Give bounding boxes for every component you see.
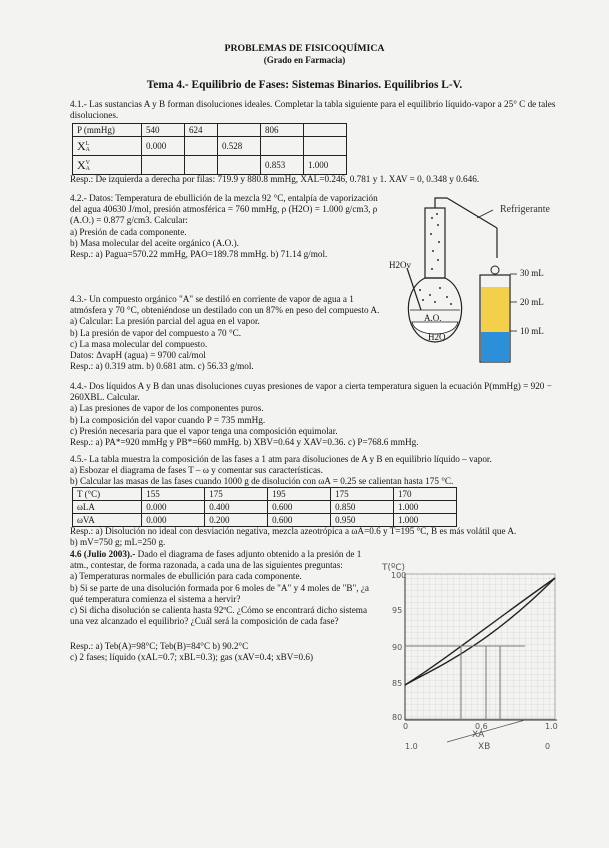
table-cell	[184, 156, 217, 175]
table-cell: 0.600	[268, 501, 331, 514]
problem-number: 4.5.-	[70, 454, 87, 464]
problem-text: Las sustancias A y B forman disoluciones ideales. Completar la tabla siguiente para el equilibrio líquido-vapor a 25° C de tales disoluciones.	[70, 99, 556, 121]
problem-answer: Resp.: a) Pagua=570.22 mmHg, PAO=189.78 mmHg. b) 71.14 g/mol.	[70, 249, 328, 260]
problem-text: Dos líquidos A y B dan unas disoluciones cuyas presiones de vapor a cierta temperatura siguen la ecuación P(mmHg) = 920 − 260XBL. Calcular.	[70, 381, 552, 403]
mark-20ml: 20 mL	[520, 297, 544, 307]
table-cell	[184, 137, 217, 156]
problem-item: a) Presión de cada componente.	[70, 226, 187, 237]
table-cell	[260, 137, 303, 156]
x-tick-0: 0	[403, 722, 409, 731]
table-cell	[303, 137, 346, 156]
topic-title: Tema 4.- Equilibrio de Fases: Sistemas Binarios. Equilibrios L-V.	[146, 79, 463, 91]
table-cell	[141, 156, 184, 175]
organic-phase	[481, 287, 509, 332]
table-cell: 0.000	[141, 137, 184, 156]
bubble-dots	[419, 287, 452, 305]
tick-100: 100	[391, 571, 407, 580]
problem-4-5-table	[72, 487, 457, 527]
table-cell: 195	[268, 488, 331, 501]
problem-number: 4.2.-	[70, 193, 87, 203]
problem-item: b) La composición del vapor cuando P = 735 mmHg.	[70, 414, 266, 425]
table-cell: 0.000	[142, 501, 205, 514]
problem-item: b) Calcular las masas de las fases cuando 1000 g de disolución con ωA = 0.25 se calientan hasta 175 °C.	[70, 476, 454, 487]
table-cell: 806	[260, 124, 303, 137]
problem-answer: Resp.: a) PA*=920 mmHg y PB*=660 mmHg. b) XBV=0.64 y XAV=0.36. c) P=768.6 mmHg.	[70, 437, 419, 448]
table-cell: 170	[394, 488, 457, 501]
table-cell: ωLA	[73, 501, 142, 514]
problem-item: a) Temperaturas normales de ebullición para cada componente.	[70, 571, 302, 582]
problem-item: a) Las presiones de vapor de los componentes puros.	[70, 403, 264, 414]
table-cell: 0.950	[331, 514, 394, 527]
problem-text: Datos: Temperatura de ebullición de la mezcla 92 °C, entalpía de vaporización del agua 40630 J/mol, presión atmosférica = 760 mmHg, ρ (H2O) = 1.000 g/cm3, ρ (A.O.) = 0.877 g/cm3. Calcular:	[70, 193, 378, 226]
table-cell: XV A	[73, 156, 142, 175]
table-cell	[218, 156, 261, 175]
problem-answer: b) mV=750 g; mL=250 g.	[70, 537, 166, 548]
problem-answer: Resp.: a) Disolución no ideal con desviación negativa, mezcla azeotrópica a ωA=0.6 y T=195 °C, B es más volátil que A.	[70, 526, 517, 536]
problem-4-1-answer: Resp.: De izquierda a derecha por filas: 719.9 y 880.8 mmHg, XAL=0.246, 0.781 y 1. XAV = 0, 0.348 y 0.646.	[70, 174, 480, 184]
table-cell: 0.600	[268, 514, 331, 527]
problem-answer: Resp.: a) Teb(A)=98°C; Teb(B)=84°C b) 90.2°C	[70, 641, 249, 651]
table-cell: 175	[205, 488, 268, 501]
problem-item: a) Esbozar el diagrama de fases T – ω y comentar sus características.	[70, 465, 323, 476]
problem-item: b) La presión de vapor del compuesto a 70 °C.	[70, 327, 242, 338]
table-cell: 155	[142, 488, 205, 501]
table-cell: T (°C)	[73, 488, 142, 501]
table-cell: 0.850	[331, 501, 394, 514]
organic-label: A.O.	[424, 313, 442, 323]
xb-label: XB	[478, 742, 491, 752]
distillation-column	[425, 208, 445, 278]
aqueous-phase	[481, 332, 509, 361]
problem-4-5-answer	[70, 526, 580, 548]
tick-90: 90	[392, 643, 403, 652]
problem-text: Dado el diagrama de fases adjunto obtenido a la presión de 1 atm., contestar, de forma razonada, a cada una de las siguientes preguntas:	[70, 549, 362, 571]
problem-4-3	[70, 294, 388, 373]
table-cell: 540	[141, 124, 184, 137]
problem-item: b) Si se parte de una disolución formada por 6 moles de "A" y 4 moles de "B", ¿a qué temperatura comienza el sistema a hervir?	[70, 582, 369, 604]
table-cell: P (mmHg)	[73, 124, 142, 137]
problem-answer: c) 2 fases; líquido (xAL=0.7; xBL=0.3); gas (xAV=0.4; xBV=0.6)	[70, 652, 314, 663]
problem-item: b) Masa molecular del aceite orgánico (A.O.).	[70, 237, 239, 248]
table-cell: 0.528	[218, 137, 261, 156]
table-cell: ωVA	[73, 514, 142, 527]
problem-number: 4.4.-	[70, 381, 87, 391]
xb-tick-1: 1.0	[405, 742, 418, 751]
diagram-ylabel: T(ºC)	[382, 563, 406, 573]
refrigerant-arrow	[477, 210, 493, 218]
problem-text: Un compuesto orgánico "A" se destiló en corriente de vapor de agua a 1 atmósfera y 70 °C, obteniéndose un destilado con un 87% en peso del compuesto A.	[70, 294, 380, 316]
table-cell: 0.000	[142, 514, 205, 527]
problem-text: La tabla muestra la composición de las fases a 1 atm para disoluciones de A y B en equilibrio líquido – vapor.	[89, 454, 492, 464]
document-subtitle: (Grado en Farmacia)	[263, 55, 346, 65]
table-cell: 0.853	[260, 156, 303, 175]
table-cell	[303, 124, 346, 137]
water-label: H2O	[428, 332, 446, 342]
problem-item: a) Calcular: La presión parcial del agua en el vapor.	[70, 316, 260, 327]
drop-outlet	[491, 266, 499, 274]
table-cell: 1.000	[303, 156, 346, 175]
x-tick-1: 1.0	[545, 722, 558, 731]
problem-4-6	[70, 549, 380, 628]
table-cell: XL A	[73, 137, 142, 156]
problem-number: 4.6 (Julio 2003).-	[70, 549, 136, 559]
table-cell: 0.400	[205, 501, 268, 514]
refrigerante-label: Refrigerante	[500, 204, 550, 215]
problem-4-1-table	[72, 123, 347, 175]
problem-item: c) Si dicha disolución se calienta hasta 92ºC. ¿Cómo se encontrará dicho sistema una vez alcanzado el equilibrio? ¿Cuál será la composición de cada fase?	[70, 605, 368, 627]
xb-tick-0: 0	[545, 742, 551, 751]
steam-distillation-apparatus	[385, 190, 570, 375]
problem-4-1	[70, 99, 558, 121]
x-mark: 0,6	[475, 722, 488, 731]
vapor-dots	[430, 213, 440, 270]
table-cell	[218, 124, 261, 137]
table-cell: 1.000	[394, 514, 457, 527]
table-cell: 1.000	[394, 501, 457, 514]
tick-95: 95	[392, 606, 403, 615]
problem-4-4	[70, 381, 558, 448]
problem-4-5	[70, 454, 565, 488]
problem-answer: Resp.: a) 0.319 atm. b) 0.681 atm. c) 56.33 g/mol.	[70, 361, 254, 372]
tick-85: 85	[392, 679, 403, 688]
table-cell: 175	[331, 488, 394, 501]
mark-10ml: 10 mL	[520, 326, 544, 336]
vapor-label: H2Ov	[389, 260, 411, 270]
problem-4-2	[70, 193, 390, 260]
problem-item: Datos: ΔvapH (agua) = 9700 cal/mol	[70, 350, 206, 361]
problem-item: c) Presión necesaria para que el vapor tenga una composición equimolar.	[70, 425, 338, 436]
table-cell: 0.200	[205, 514, 268, 527]
problem-number: 4.1.-	[70, 99, 87, 109]
xa-label: XA	[472, 730, 485, 740]
mark-30ml: 30 mL	[520, 268, 544, 278]
problem-4-6-answer	[70, 641, 390, 663]
table-cell: 624	[184, 124, 217, 137]
problem-number: 4.3.-	[70, 294, 87, 304]
tick-80: 80	[392, 713, 403, 722]
problem-item: c) La masa molecular del compuesto.	[70, 338, 208, 349]
document-title: PROBLEMAS DE FISICOQUÍMICA	[224, 43, 385, 54]
